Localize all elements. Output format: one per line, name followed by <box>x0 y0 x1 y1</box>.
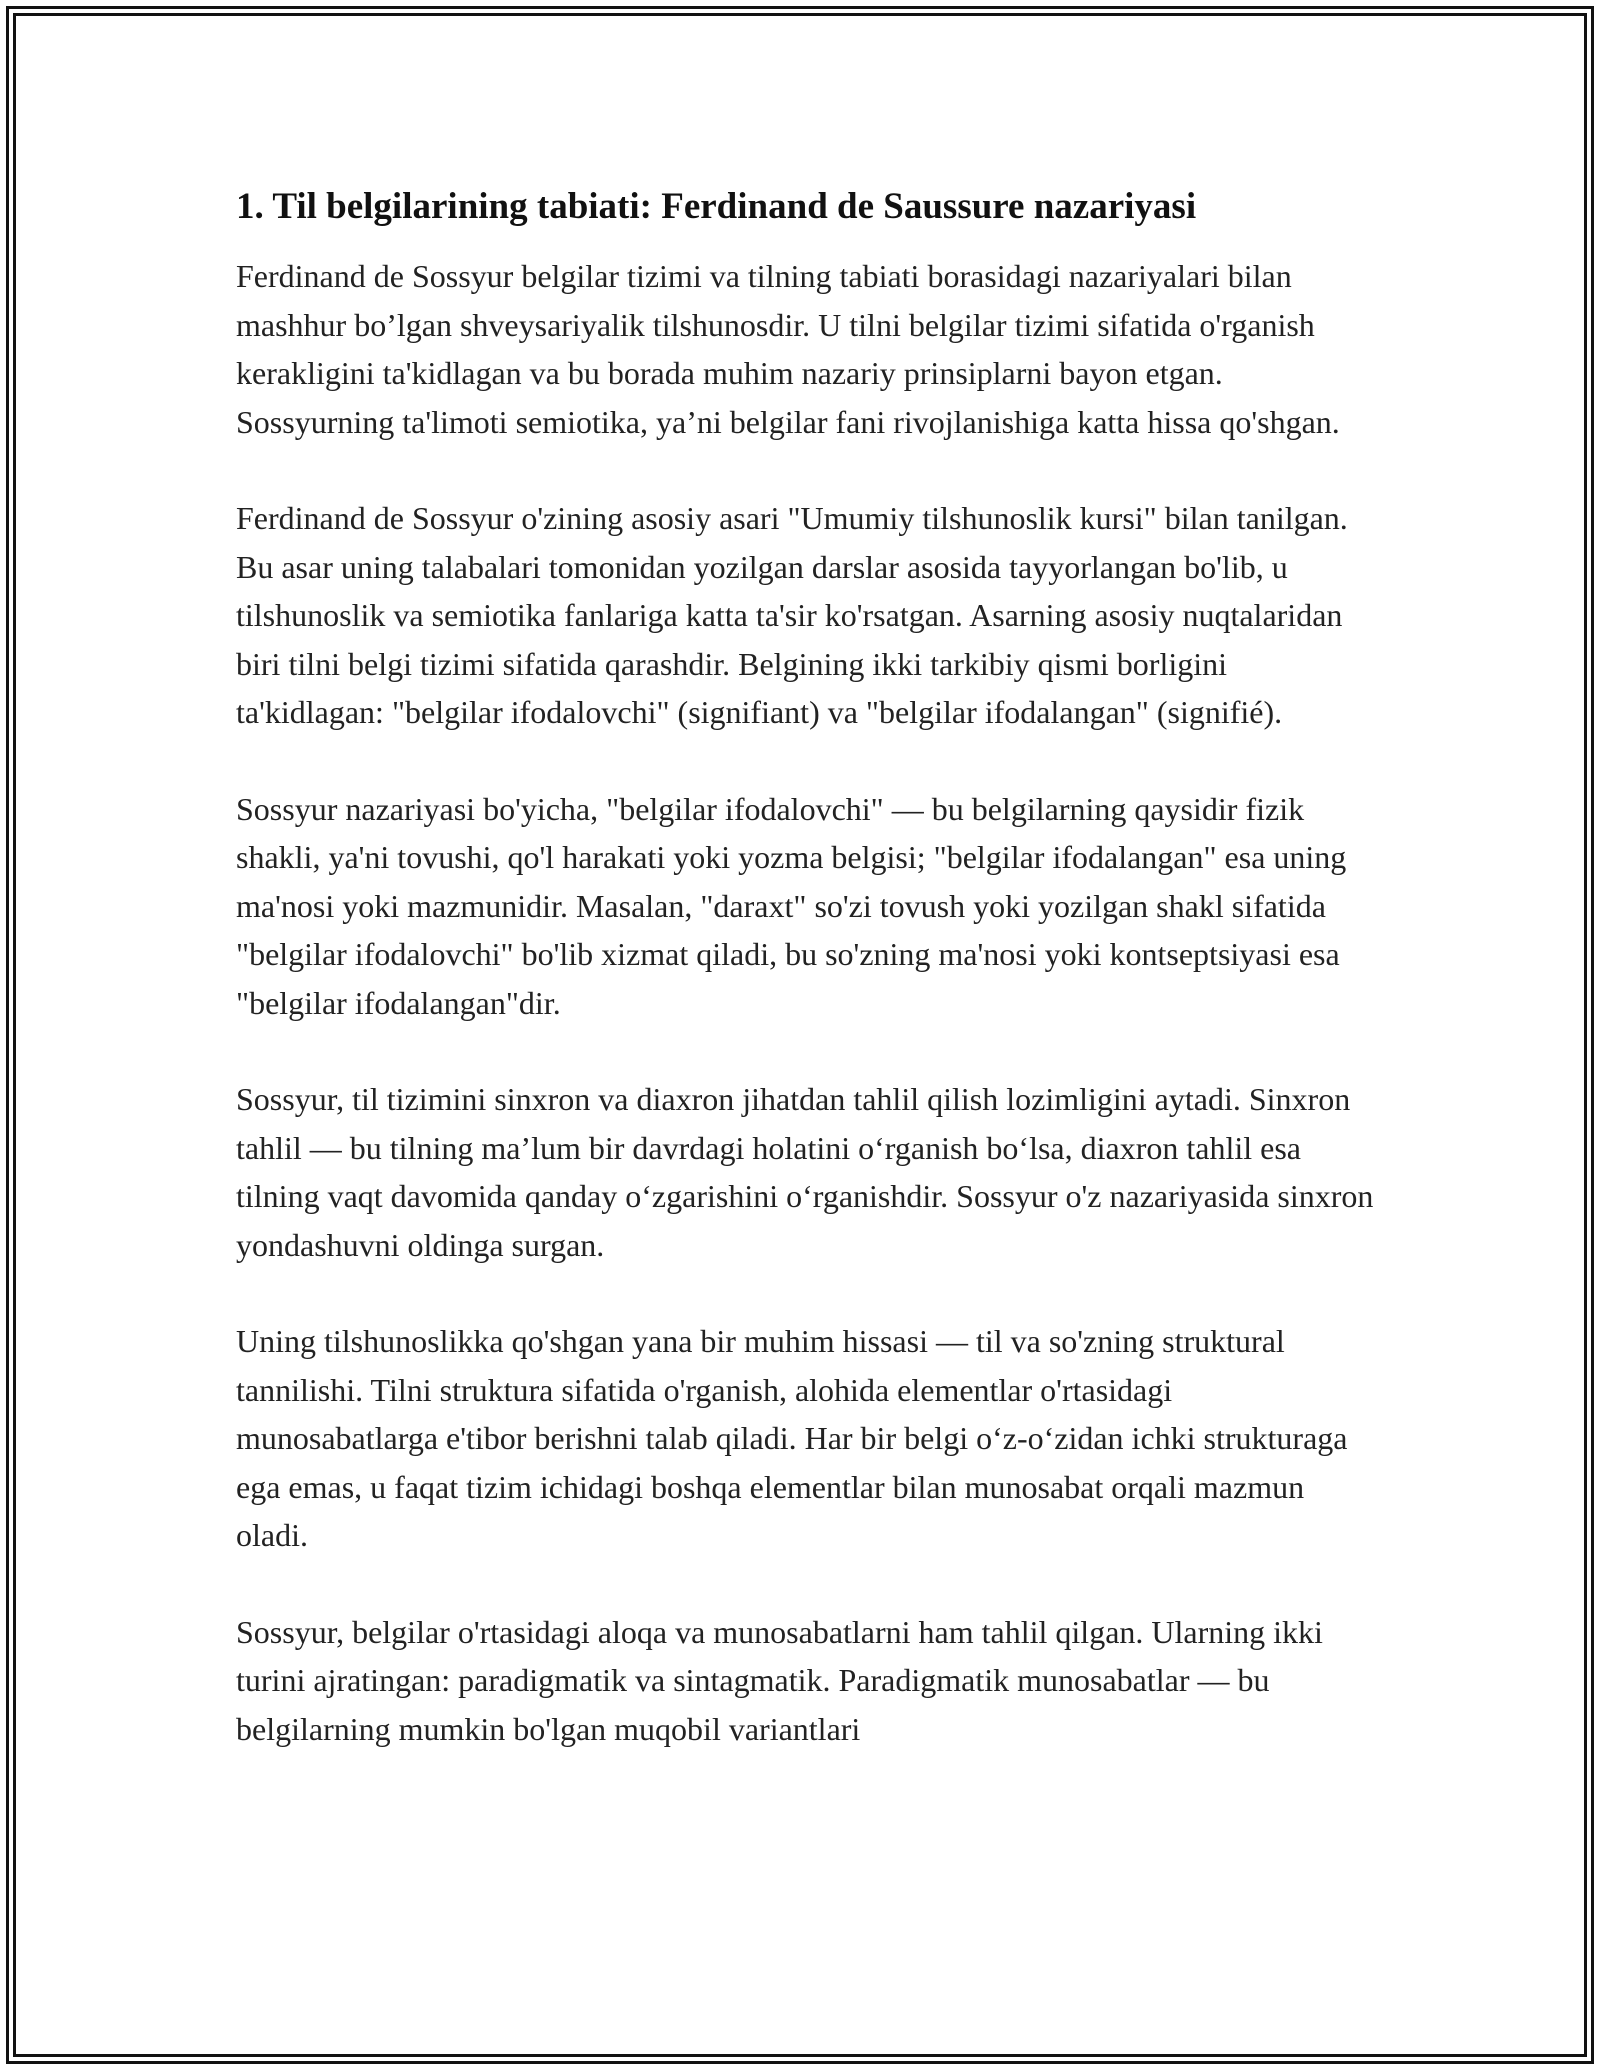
paragraph-1: Ferdinand de Sossyur belgilar tizimi va tilning tabiati borasidagi nazariyalari bilan mashhur bo’lgan shveysariyalik tilshunosdir. U tilni belgilar tizimi sifatida o'rganish kerakligini ta'kidlagan va bu borada muhim nazariy prinsiplarni bayon etgan. Sossyurning ta'limoti semiotika, ya’ni belgilar fani rivojlanishiga katta hissa qo'shgan. <box>236 258 1340 440</box>
document-body <box>236 184 1376 1801</box>
paragraph-6: Sossyur, belgilar o'rtasidagi aloqa va munosabatlarni ham tahlil qilgan. Ularning ikki turini ajratingan: paradigmatik va sintagmatik. Paradigmatik munosabatlar — bu belgilarning mumkin bo'lgan muqobil variantlari <box>236 1613 1323 1747</box>
paragraph-2: Ferdinand de Sossyur o'zining asosiy asari "Umumiy tilshunoslik kursi" bilan tanilgan. Bu asar uning talabalari tomonidan yozilgan darslar asosida tayyorlangan bo'lib, u tilshunoslik va semiotika fanlariga katta ta'sir ko'rsatgan. Asarning asosiy nuqtalaridan biri tilni belgi tizimi sifatida qarashdir. Belgining ikki tarkibiy qismi borligini ta'kidlagan: "belgilar ifodalovchi" (signifiant) va "belgilar ifodalangan" (signifié). <box>236 500 1348 730</box>
paragraph-3: Sossyur nazariyasi bo'yicha, "belgilar ifodalovchi" — bu belgilarning qaysidir fizik shakli, ya'ni tovushi, qo'l harakati yoki yozma belgisi; "belgilar ifodalangan" esa uning ma'nosi yoki mazmunidir. Masalan, "daraxt" so'zi tovush yoki yozilgan shakl sifatida "belgilar ifodalovchi" bo'lib xizmat qiladi, bu so'zning ma'nosi yoki kontseptsiyasi esa "belgilar ifodalangan"dir. <box>236 790 1347 1021</box>
section-heading: 1. Til belgilarining tabiati: Ferdinand de Saussure nazariyasi <box>236 186 1197 227</box>
paragraph-5: Uning tilshunoslikka qo'shgan yana bir muhim hissasi — til va so'zning struktural tannilishi. Tilni struktura sifatida o'rganish, alohida elementlar o'rtasidagi munosabatlarga e'tibor berishni talab qiladi. Har bir belgi o‘z-o‘zidan ichki strukturaga ega emas, u faqat tizim ichidagi boshqa elementlar bilan munosabat orqali mazmun oladi. <box>236 1323 1348 1553</box>
paragraph-4: Sossyur, til tizimini sinxron va diaxron jihatdan tahlil qilish lozimligini aytadi. Sinxron tahlil — bu tilning ma’lum bir davrdagi holatini o‘rganish bo‘lsa, diaxron tahlil esa tilning vaqt davomida qanday o‘zgarishini o‘rganishdir. Sossyur o'z nazariyasida sinxron yondashuvni oldinga surgan. <box>236 1081 1374 1263</box>
